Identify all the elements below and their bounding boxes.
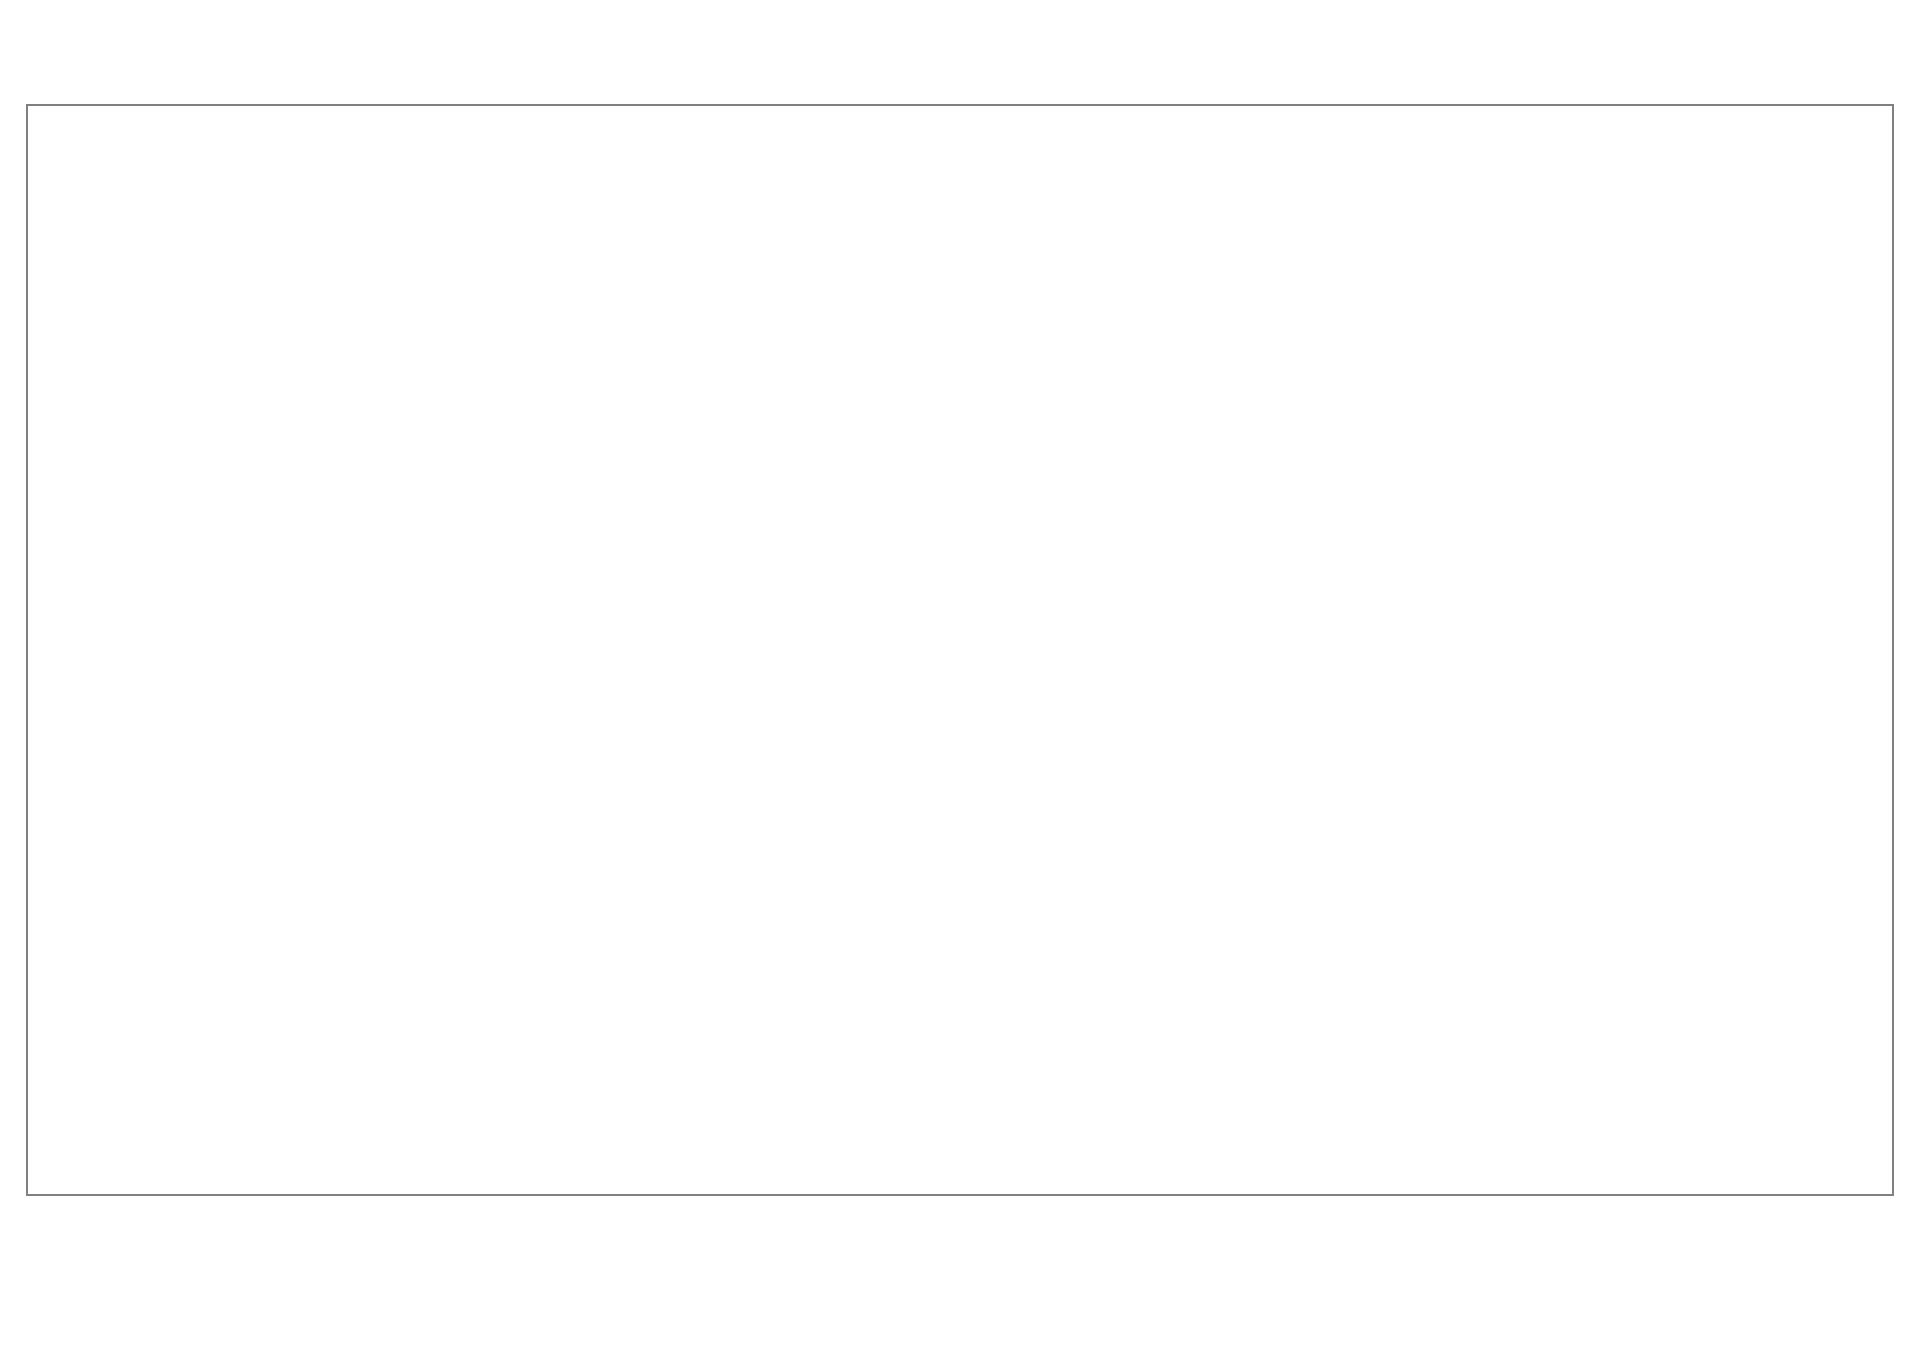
document-border [26, 104, 1894, 1196]
